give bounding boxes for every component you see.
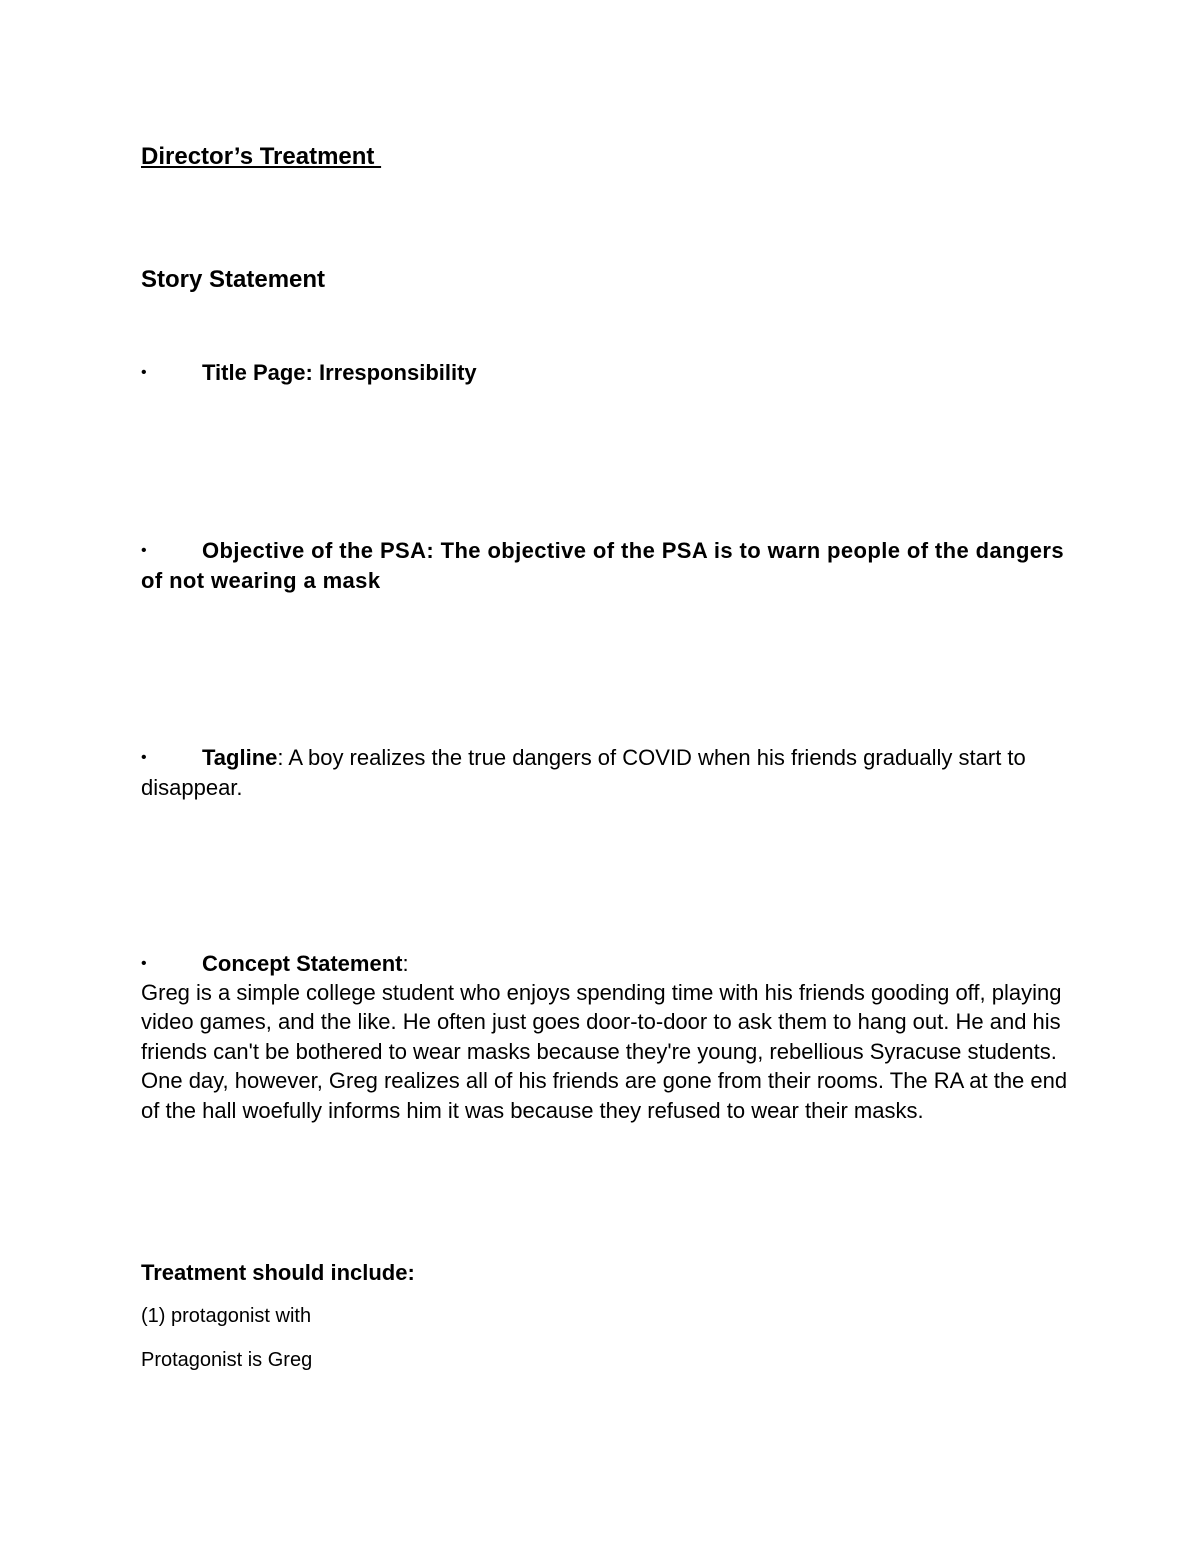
bullet-concept-statement [141, 949, 1071, 979]
document-title: Director’s Treatment [141, 143, 382, 170]
bullet-marker: • [141, 364, 147, 381]
bullet-label: Tagline [202, 745, 278, 770]
bullet-text: : [402, 951, 409, 976]
bullet-objective [141, 536, 1071, 595]
bullet-title-page [141, 358, 1071, 388]
bullet-label: Objective of the PSA: The objective of the PSA is to warn people of the dangers of not wearing a mask [141, 538, 1065, 593]
include-item: (1) protagonist with [141, 1305, 312, 1327]
bullet-marker: • [141, 542, 147, 559]
bullet-label: Title Page: Irresponsibility [202, 360, 477, 385]
bullet-marker: • [141, 955, 147, 972]
concept-paragraph: Greg is a simple college student who enjoys spending time with his friends gooding off, playing video games, and the like. He often just goes door-to-door to ask them to hang out. He and his friends can't be bothered to wear masks because they're young, rebellious Syracuse students. One day, however, Greg realizes all of his friends are gone from their rooms. The RA at the end of the hall woefully informs him it was because they refused to wear their masks. [141, 980, 1068, 1123]
bullet-marker: • [141, 749, 147, 766]
protagonist-line: Protagonist is Greg [141, 1349, 313, 1371]
treatment-include-heading: Treatment should include: [141, 1260, 415, 1285]
bullet-text: : A boy realizes the true dangers of COVID when his friends gradually start to disappear. [141, 745, 1026, 800]
bullet-tagline [141, 743, 1071, 802]
story-statement-heading: Story Statement [141, 266, 326, 293]
bullet-label: Concept Statement [202, 951, 403, 976]
